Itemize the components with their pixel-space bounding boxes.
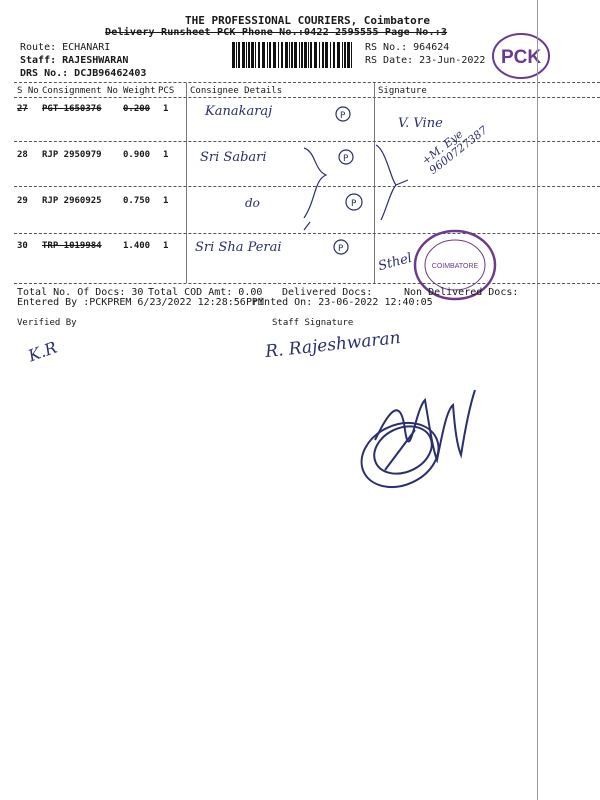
row-consignment: TRP 1019984 bbox=[42, 241, 102, 251]
barcode-bar bbox=[236, 42, 237, 68]
verified-by-label: Verified By bbox=[17, 318, 77, 328]
staff-signature-handwritten: R. Rajeshwaran bbox=[264, 327, 402, 363]
row-signature-handwritten: V. Vine bbox=[398, 116, 443, 131]
row-sno: 27 bbox=[17, 104, 28, 114]
barcode-bar bbox=[267, 42, 268, 68]
barcode-bar bbox=[319, 42, 320, 68]
col-header-consignee: Consignee Details bbox=[190, 86, 283, 96]
total-docs: Total No. Of Docs: 30 bbox=[17, 287, 144, 298]
barcode-bar bbox=[294, 42, 297, 68]
rs-date: RS Date: 23-Jun-2022 bbox=[365, 55, 486, 66]
pck-stamp bbox=[490, 30, 552, 82]
staff-signature-label: Staff Signature bbox=[272, 318, 354, 328]
barcode-bar bbox=[299, 42, 300, 68]
row-consignee-handwritten: Sri Sha Perai bbox=[195, 240, 282, 255]
document-subtitle: Delivery Runsheet PCK Phone No.:0422 2595555 Page No.:3 bbox=[105, 27, 448, 38]
barcode-bar bbox=[262, 42, 265, 68]
col-header-consignment: Consignment No bbox=[42, 86, 118, 96]
barcode-bar bbox=[278, 42, 279, 68]
row-pcs: 1 bbox=[163, 150, 169, 160]
barcode-bar bbox=[337, 42, 340, 68]
barcode-bar bbox=[242, 42, 245, 68]
svg-text:P: P bbox=[338, 244, 344, 254]
route-label: Route: ECHANARI bbox=[20, 42, 111, 53]
row-pcs: 1 bbox=[163, 196, 169, 206]
col-header-signature: Signature bbox=[378, 86, 427, 96]
svg-text:P: P bbox=[340, 111, 346, 121]
barcode bbox=[232, 42, 356, 68]
barcode-bar bbox=[248, 42, 250, 68]
barcode-bar bbox=[281, 42, 283, 68]
svg-text:P: P bbox=[351, 199, 357, 209]
barcode-bar bbox=[273, 42, 276, 68]
barcode-bar bbox=[351, 42, 352, 68]
barcode-bar bbox=[304, 42, 307, 68]
pck-stamp-text: PCK bbox=[500, 47, 542, 68]
row-sno: 30 bbox=[17, 241, 28, 251]
large-signature-scribble bbox=[355, 370, 495, 510]
delivered-docs: Delivered Docs: bbox=[282, 287, 373, 298]
row-signature-handwritten: Sthel bbox=[376, 250, 414, 275]
barcode-bar bbox=[322, 42, 324, 68]
row-consignment: PGT 1650376 bbox=[42, 104, 102, 114]
document-title: THE PROFESSIONAL COURIERS, Coimbatore bbox=[185, 14, 431, 27]
verified-signature: K.R bbox=[25, 337, 60, 366]
barcode-bar bbox=[269, 42, 271, 68]
row-weight: 0.750 bbox=[123, 196, 151, 206]
svg-text:P: P bbox=[343, 154, 349, 164]
table-bottom-border bbox=[14, 283, 600, 284]
stamp-round-text: COIMBATORE bbox=[431, 263, 479, 270]
drs-number: DRS No.: DCJB96462403 bbox=[20, 68, 147, 79]
col-header-weight: Weight bbox=[123, 86, 156, 96]
page-edge-line bbox=[537, 0, 538, 800]
barcode-bar bbox=[314, 42, 317, 68]
row-signature-handwritten: +M. Eye 9600727387 bbox=[419, 123, 490, 177]
col-header-pcs: PCS bbox=[158, 86, 175, 96]
barcode-bar bbox=[238, 42, 240, 68]
barcode-bar bbox=[251, 42, 254, 68]
barcode-bar bbox=[232, 42, 235, 68]
barcode-bar bbox=[342, 42, 343, 68]
row-pcs: 1 bbox=[163, 104, 169, 114]
barcode-bar bbox=[246, 42, 247, 68]
row-weight: 1.400 bbox=[123, 241, 151, 251]
row-consignee-handwritten: Sri Sabari bbox=[200, 150, 267, 165]
barcode-bar bbox=[310, 42, 312, 68]
row-weight: 0.200 bbox=[123, 104, 151, 114]
row-weight: 0.900 bbox=[123, 150, 151, 160]
barcode-bar bbox=[330, 42, 331, 68]
col-header-sno: S No bbox=[17, 86, 39, 96]
barcode-bar bbox=[289, 42, 290, 68]
barcode-bar bbox=[255, 42, 256, 68]
rs-number: RS No.: 964624 bbox=[365, 42, 450, 53]
barcode-bar bbox=[291, 42, 293, 68]
row-consignee-handwritten: Kanakaraj bbox=[205, 104, 273, 119]
entered-by: Entered By :PCKPREM 6/23/2022 12:28:56 PM bbox=[17, 297, 264, 308]
row-consignment: RJP 2950979 bbox=[42, 150, 102, 160]
row-consignment: RJP 2960925 bbox=[42, 196, 102, 206]
barcode-bar bbox=[325, 42, 328, 68]
barcode-bar bbox=[308, 42, 309, 68]
barcode-bar bbox=[301, 42, 303, 68]
non-delivered-docs: Non Delivered Docs: bbox=[404, 287, 519, 298]
barcode-bar bbox=[258, 42, 260, 68]
printed-on: Printed On: 23-06-2022 12:40:05 bbox=[246, 297, 433, 308]
row-pcs: 1 bbox=[163, 241, 169, 251]
staff-label: Staff: RAJESHWARAN bbox=[20, 55, 129, 66]
barcode-bar bbox=[333, 42, 335, 68]
total-cod: Total COD Amt: 0.00 bbox=[148, 287, 263, 298]
row-sno: 29 bbox=[17, 196, 28, 206]
barcode-bar bbox=[347, 42, 350, 68]
table-top-border bbox=[14, 82, 600, 83]
barcode-bar bbox=[285, 42, 288, 68]
barcode-bar bbox=[344, 42, 346, 68]
row-sno: 28 bbox=[17, 150, 28, 160]
row-consignee-handwritten: do bbox=[245, 196, 260, 210]
